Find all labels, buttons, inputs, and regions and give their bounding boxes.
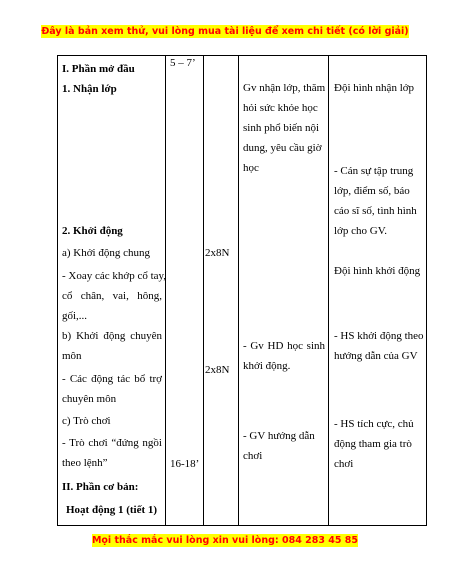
contact-banner bbox=[0, 535, 450, 546]
time-mo-dau: 5 – 7’ bbox=[170, 57, 196, 69]
gv-nhan-lop-line: Gv nhận lớp, thăm bbox=[243, 82, 326, 94]
can-su-line: cáo sĩ số, tình hình bbox=[334, 205, 417, 217]
time-co-ban: 16-18’ bbox=[170, 458, 200, 470]
rep-khoi-dong-chung: 2x8N bbox=[205, 247, 230, 259]
hs-khoi-dong-line: hướng dẫn của GV bbox=[334, 350, 418, 362]
gv-tro-choi-line: - GV hướng dẫn bbox=[243, 430, 315, 442]
hs-tro-choi-line: động tham gia trò bbox=[334, 438, 412, 450]
column-divider bbox=[165, 56, 166, 525]
column-divider bbox=[203, 56, 204, 525]
column-divider bbox=[328, 56, 329, 525]
heading-hoat-dong-1: Hoạt động 1 (tiết 1) bbox=[66, 504, 158, 516]
gv-khoi-dong-line: - Gv HD học sinh bbox=[243, 340, 325, 352]
bo-tro-item-line: chuyên môn bbox=[62, 393, 117, 405]
khoi-dong-chuyen-mon-title-line: môn bbox=[62, 350, 82, 362]
heading-khoi-dong: 2. Khởi động bbox=[62, 225, 123, 237]
khoi-dong-chung-item-line: gối,... bbox=[62, 310, 88, 322]
hs-tro-choi-line: - HS tích cực, chủ bbox=[334, 418, 414, 430]
khoi-dong-chung-item-line: cổ chân, vai, hông, bbox=[62, 290, 162, 302]
gv-nhan-lop-line: sinh phổ biến nội bbox=[243, 122, 320, 134]
gv-nhan-lop-line: dung, yêu cầu giờ bbox=[243, 142, 322, 154]
section-title-co-ban: II. Phần cơ bản: bbox=[62, 481, 139, 493]
gv-tro-choi-line: chơi bbox=[243, 450, 263, 462]
hs-khoi-dong-line: - HS khởi động theo bbox=[334, 330, 424, 342]
contact-banner-text: Mọi thắc mắc vui lòng xin vui lòng: 084 283 45 85 bbox=[91, 535, 359, 546]
gv-nhan-lop-line: hỏi sức khỏe học bbox=[243, 102, 318, 114]
doi-hinh-nhan-lop: Đội hình nhận lớp bbox=[334, 82, 415, 94]
section-title-mo-dau: I. Phần mở đầu bbox=[62, 63, 135, 75]
gv-khoi-dong-line: khởi động. bbox=[243, 360, 291, 372]
can-su-line: lớp, điểm số, báo bbox=[334, 185, 410, 197]
can-su-line: - Cán sự tập trung bbox=[334, 165, 414, 177]
khoi-dong-chung-item-line: - Xoay các khớp cổ tay, bbox=[62, 270, 167, 282]
hs-tro-choi-line: chơi bbox=[334, 458, 354, 470]
preview-banner bbox=[0, 26, 450, 37]
bo-tro-item-line: - Các động tác bổ trợ bbox=[62, 373, 162, 385]
rep-khoi-dong-chuyen-mon: 2x8N bbox=[205, 364, 230, 376]
tro-choi-title: c) Trò chơi bbox=[62, 415, 111, 427]
gv-nhan-lop-line: học bbox=[243, 162, 259, 174]
column-divider bbox=[238, 56, 239, 525]
khoi-dong-chuyen-mon-title-line: b) Khởi động chuyên bbox=[62, 330, 162, 342]
heading-nhan-lop: 1. Nhận lớp bbox=[62, 83, 117, 95]
khoi-dong-chung-title: a) Khởi động chung bbox=[62, 247, 150, 259]
tro-choi-item-line: theo lệnh” bbox=[62, 457, 108, 469]
can-su-line: lớp cho GV. bbox=[334, 225, 387, 237]
lesson-plan-table bbox=[57, 55, 427, 526]
doi-hinh-khoi-dong: Đội hình khởi động bbox=[334, 265, 421, 277]
tro-choi-item-line: - Trò chơi “đứng ngồi bbox=[62, 437, 162, 449]
preview-banner-text: Đây là bản xem thử, vui lòng mua tài liệu để xem chi tiết (có lời giải) bbox=[41, 26, 409, 37]
